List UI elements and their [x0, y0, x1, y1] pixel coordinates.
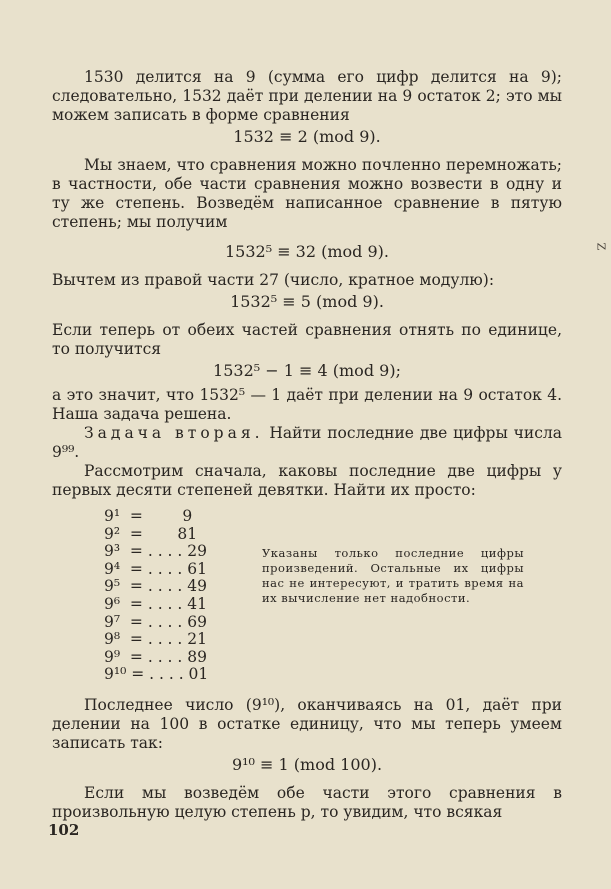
power-row: 9⁵ = . . . . 49 — [104, 577, 207, 596]
task-text: Найти последние две цифры числа 9⁹⁹. — [52, 424, 562, 461]
paragraph-7: Рассмотрим сначала, каковы последние две цифры у первых десяти степеней девятки. Найти их просто: — [52, 462, 562, 499]
formula-1: 1532 ≡ 2 (mod 9). — [233, 127, 381, 146]
formula-3: 1532⁵ ≡ 5 (mod 9). — [230, 292, 384, 311]
power-row: 9⁹ = . . . . 89 — [104, 647, 207, 666]
power-row: 9⁴ = . . . . 61 — [104, 559, 207, 578]
paragraph-9: Если мы возведём обе части этого сравнения в произвольную целую степень p, то увидим, что всякая — [52, 784, 562, 821]
side-note: Указаны только последние цифры произведений. Остальные их цифры нас не интересуют, и тратить время на их вычисление нет надобности. — [262, 546, 524, 605]
formula-4: 1532⁵ − 1 ≡ 4 (mod 9); — [213, 361, 401, 380]
power-row: 9¹ = 9 — [104, 507, 193, 525]
paragraph-6 — [52, 424, 562, 462]
power-row: 9⁸ = . . . . 21 — [104, 630, 207, 649]
formula-2: 1532⁵ ≡ 32 (mod 9). — [224, 242, 390, 261]
powers-list — [104, 508, 208, 684]
paragraph-8: Последнее число (9¹⁰), оканчиваясь на 01, даёт при делении на 100 в остатке единицу, что мы теперь умеем записать так: — [52, 696, 562, 752]
paragraph-5: а это значит, что 1532⁵ — 1 даёт при делении на 9 остаток 4. Наша задача решена. — [52, 386, 562, 423]
power-row: 9⁷ = . . . . 69 — [104, 612, 207, 631]
powers-table — [52, 508, 562, 686]
task-title: Задача вторая. — [84, 424, 264, 442]
power-row: 9⁶ = . . . . 41 — [104, 594, 207, 613]
power-row: 9³ = . . . . 29 — [104, 542, 207, 561]
power-row: 9² = 81 — [104, 524, 198, 543]
power-row: 9¹⁰ = . . . . 01 — [104, 665, 209, 684]
paragraph-2: Мы знаем, что сравнения можно почленно перемножать; в частности, обе части сравнения можно возвести в одну и ту же степень. Возведём написанное сравнение в пятую степень; мы получим — [52, 156, 562, 231]
paragraph-1: 1530 делится на 9 (сумма его цифр делится на 9); следовательно, 1532 даёт при делении на 9 остаток 2; это мы можем записать в форме сравнения — [52, 68, 562, 124]
formula-5: 9¹⁰ ≡ 1 (mod 100). — [231, 755, 383, 774]
paragraph-3: Вычтем из правой части 27 (число, кратное модулю): — [52, 271, 495, 289]
page-body — [52, 68, 562, 822]
paragraph-4: Если теперь от обеих частей сравнения отнять по единице, то получится — [52, 321, 562, 358]
page-number: 102 — [48, 821, 80, 839]
margin-mark: Z — [594, 242, 608, 251]
